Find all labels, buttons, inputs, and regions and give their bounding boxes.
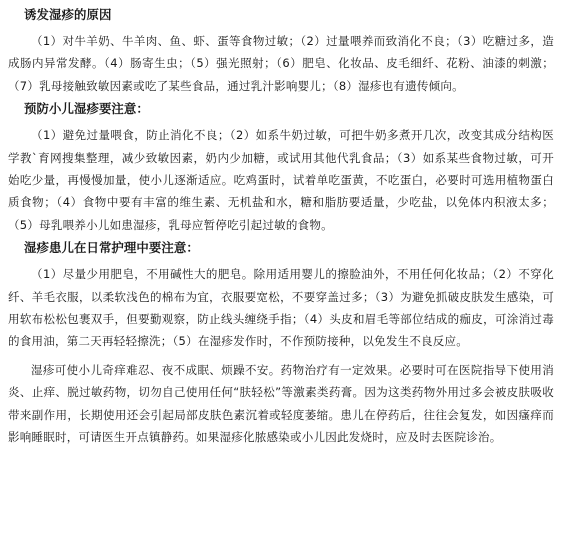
section-heading-care: 湿疹患儿在日常护理中要注意： [24,240,199,256]
treatment-paragraph: 湿疹可使小儿奇痒难忍、夜不成眠、烦躁不安。药物治疗有一定效果。必要时可在医院指导下使用消炎、止痒、脱过敏药物，切勿自己使用任何“肤轻松”等激素类药膏。因为这类药物外用过多会被皮肤吸收带来副作用，长期使用还会引起局部皮肤色素沉着或轻度萎缩。患儿在停药后，往往会复发，如因瘙痒而影响睡眠时，可请医生开点镇静药。如果湿疹化脓感染或小儿因此发烧时，应及时去医院诊治。 [8,362,554,445]
section-heading-prevention: 预防小儿湿疹要注意： [24,101,149,117]
section-heading-causes: 诱发湿疹的原因 [24,7,112,22]
care-paragraph: （1）尽量少用肥皂，不用碱性大的肥皂。除用适用婴儿的擦脸油外，不用任何化妆品；（2）不穿化纤、羊毛衣服，以柔软浅色的棉布为宜，衣服要宽松，不要穿盖过多；（3）为避免抓破皮肤发生感染，可用软布松松包裹双手，但要勤观察，防止线头缠绕手指；（4）头皮和眉毛等部位结成的痂皮，可涂消过毒的食用油，第二天再轻轻擦洗；（5）在湿疹发作时，不作预防接种，以免发生不良反应。 [8,267,554,349]
prevention-paragraph: （1）避免过量喂食，防止消化不良；（2）如系牛奶过敏，可把牛奶多煮开几次，改变其成分结构医学教`育网搜集整理，减少致敏因素，奶内少加糖，或试用其他代乳食品；（3）如系某些食物过敏，可开始吃少量，再慢慢加量，使小儿逐渐适应。吃鸡蛋时，试着单吃蛋黄，不吃蛋白，必要时可选用植物蛋白质食物；（4）食物中要有丰富的维生素、无机盐和水，糖和脂肪要适量，少吃盐，以免体内积液太多；（5）母乳喂养小儿如患湿疹，乳母应暂停吃引起过敏的食物。 [8,128,554,232]
causes-paragraph: （1）对牛羊奶、牛羊肉、鱼、虾、蛋等食物过敏；（2）过量喂养而致消化不良；（3）吃糖过多，造成肠内异常发酵。（4）肠寄生虫；（5）强光照射；（6）肥皂、化妆品、皮毛细纤、花粉、油漆的刺激；（7）乳母接触致敏因素或吃了某些食品，通过乳汁影响婴儿；（8）湿疹也有遗传倾向。 [8,34,554,93]
